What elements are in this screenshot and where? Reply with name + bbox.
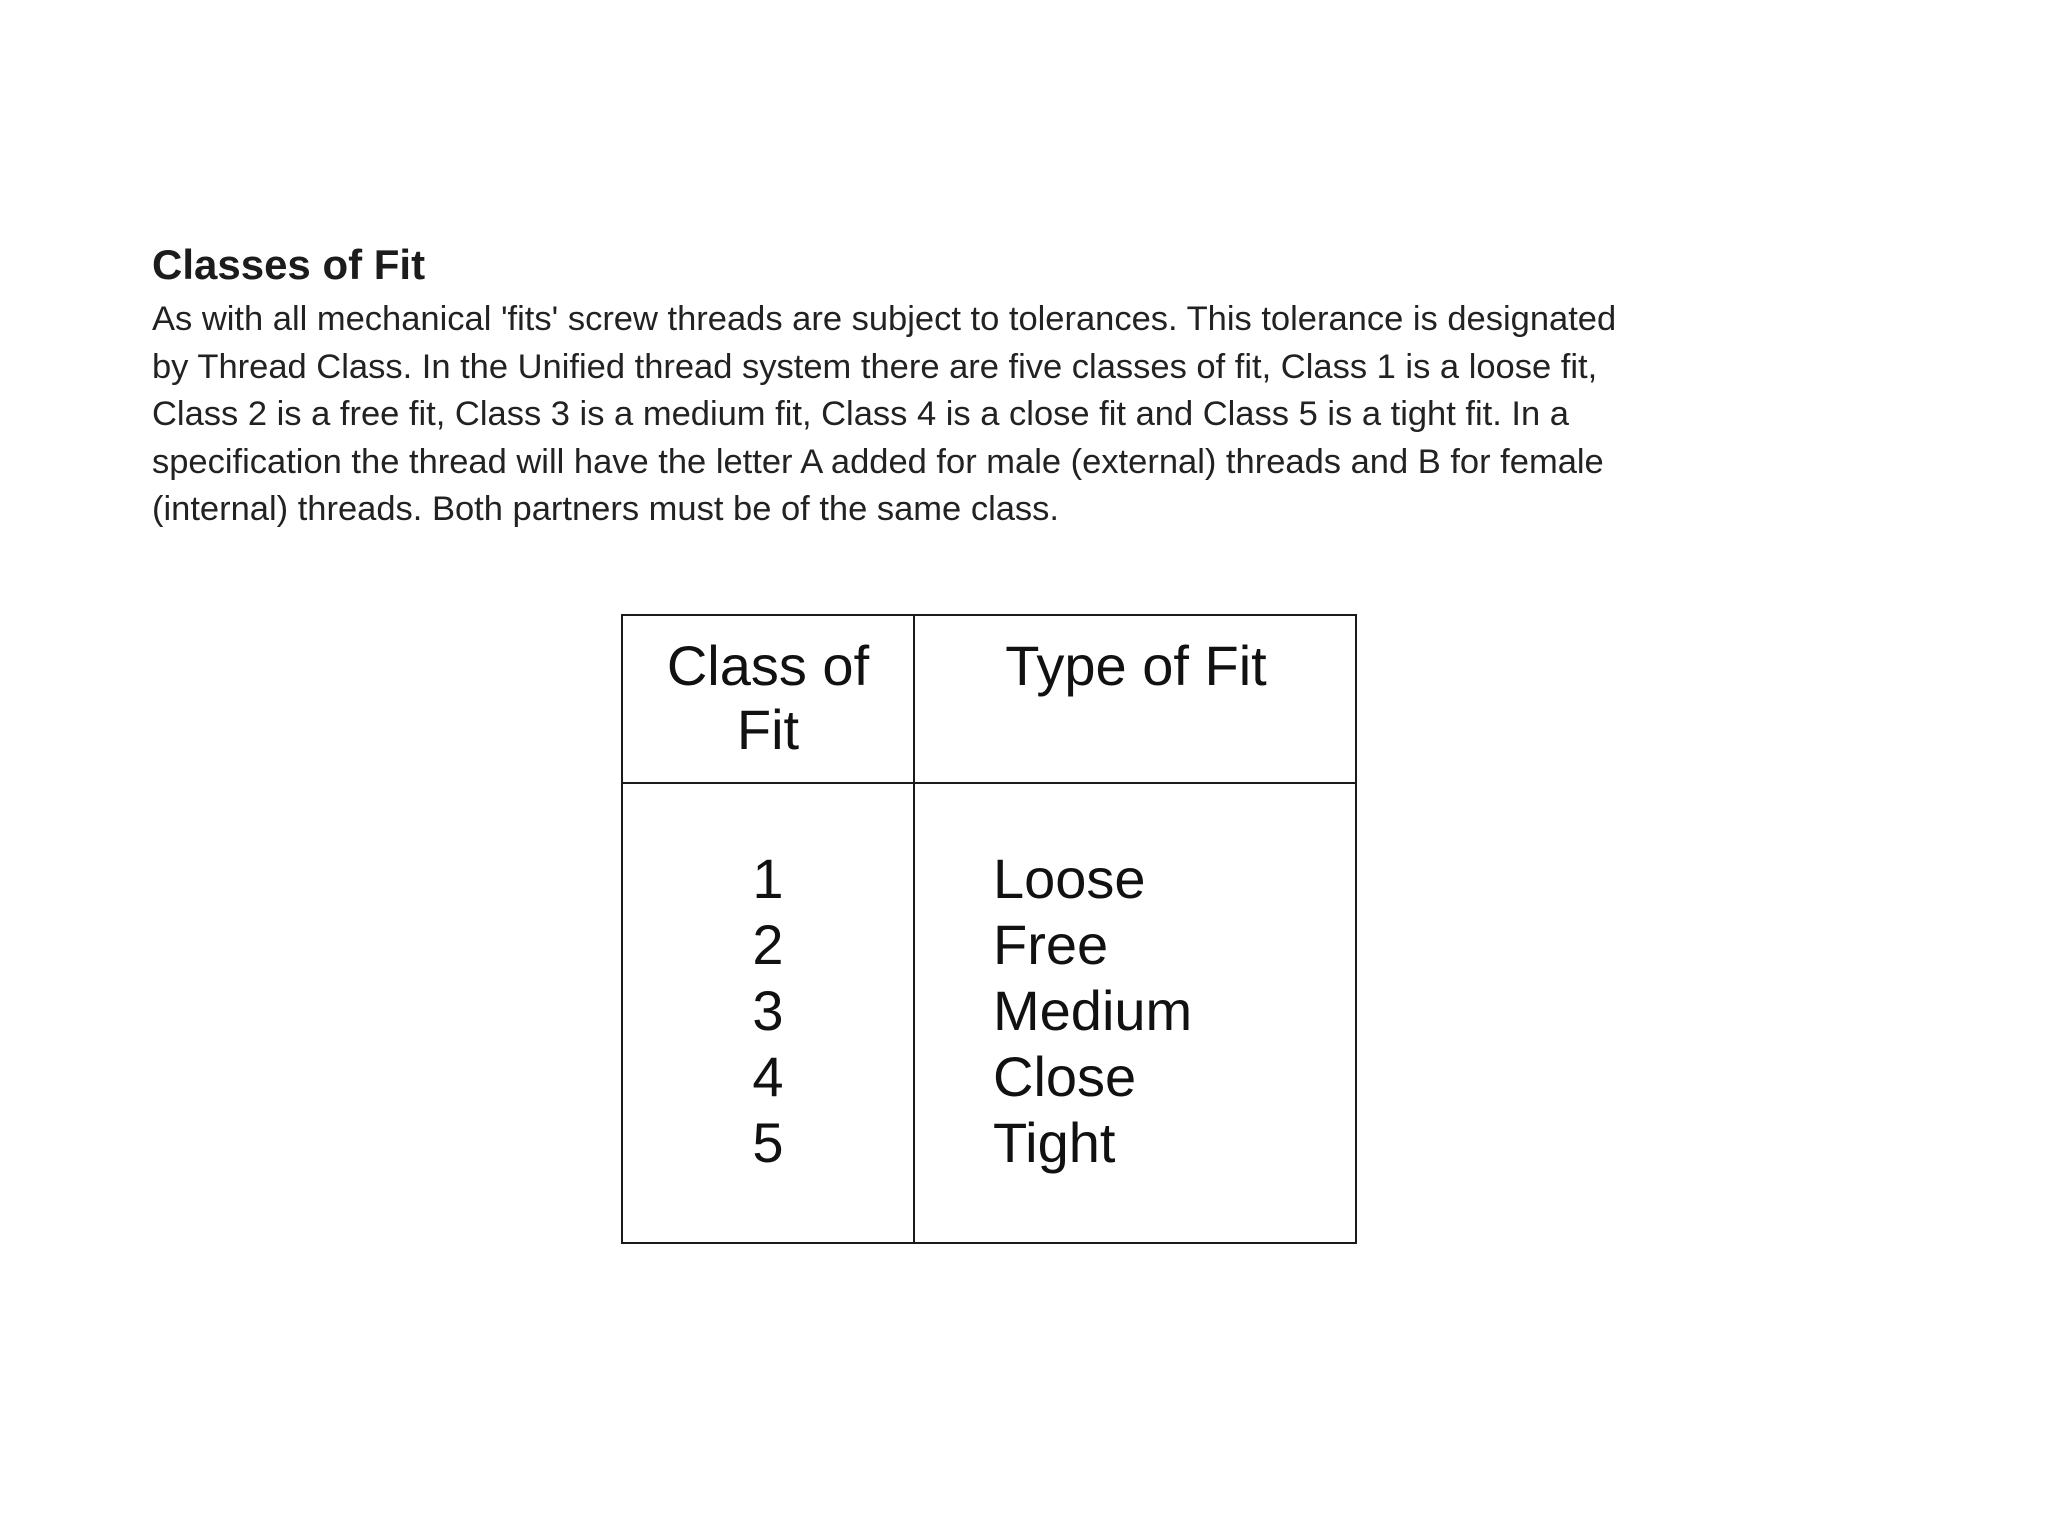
table-cell-class: 5 [752,1111,784,1174]
table-cell-type: Close [993,1045,1137,1108]
header-class-line1: Class of [666,634,870,697]
table-cell-type: Tight [993,1111,1116,1174]
table-cell-class: 3 [752,979,784,1042]
paragraph-line: specification the thread will have the letter A added for male (external) threads and B for female [152,442,1604,481]
header-class-line2: Fit [736,698,800,761]
description-paragraph [152,296,1912,534]
table-header-divider [623,782,1355,784]
paragraph-line: by Thread Class. In the Unified thread system there are five classes of fit, Class 1 is a loose fit, [152,347,1598,386]
class-number-column [623,846,913,1176]
table-cell-type: Free [993,913,1109,976]
paragraph-line: As with all mechanical 'fits' screw threads are subject to tolerances. This tolerance is designated [152,300,1617,338]
table-cell-class: 2 [752,913,784,976]
fit-type-column [993,846,1192,1176]
table-cell-type: Loose [993,847,1146,910]
table-column-divider [913,616,915,1242]
classes-of-fit-table [621,614,1357,1244]
table-cell-type: Medium [993,979,1193,1042]
paragraph-line: Class 2 is a free fit, Class 3 is a medium fit, Class 4 is a close fit and Class 5 is a tight fit. In a [152,395,1569,433]
table-cell-class: 1 [752,847,784,910]
header-type-of-fit: Type of Fit [1005,634,1267,697]
header-class-of-fit [623,634,913,762]
paragraph-line: (internal) threads. Both partners must be of the same class. [152,490,1060,528]
section-heading: Classes of Fit [152,241,426,288]
table-cell-class: 4 [752,1045,784,1108]
classes-of-fit-section [152,240,1912,534]
